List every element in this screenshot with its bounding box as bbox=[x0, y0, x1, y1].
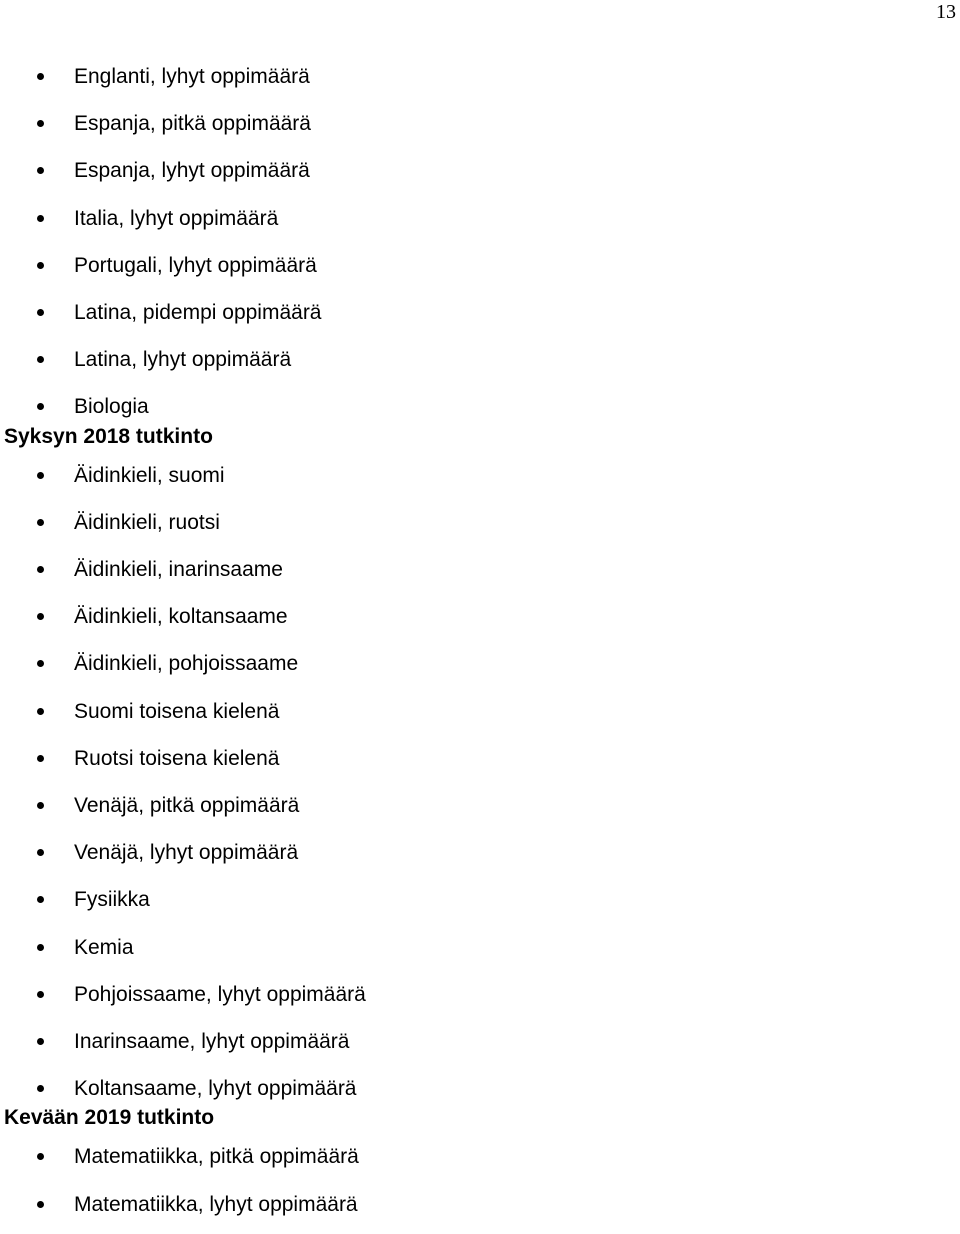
list-item-label: Äidinkieli, pohjoissaame bbox=[74, 652, 299, 676]
list-item-label: Äidinkieli, ruotsi bbox=[74, 510, 220, 534]
bullet-icon bbox=[37, 167, 44, 174]
bullet-icon bbox=[37, 566, 44, 573]
bullet-icon bbox=[37, 991, 44, 998]
bullet-icon bbox=[37, 1038, 44, 1045]
list-item-label: Portugali, lyhyt oppimäärä bbox=[74, 253, 317, 277]
list-item-label: Latina, pidempi oppimäärä bbox=[74, 301, 322, 324]
bullet-icon bbox=[37, 896, 44, 903]
page-number: 13 bbox=[936, 1, 956, 23]
bullet-icon bbox=[37, 120, 44, 127]
list-item-label: Äidinkieli, suomi bbox=[74, 463, 225, 487]
bullet-icon bbox=[37, 1085, 44, 1092]
list-item-label: Matematiikka, pitkä oppimäärä bbox=[74, 1145, 359, 1169]
section-heading: Syksyn 2018 tutkinto bbox=[4, 424, 213, 448]
bullet-icon bbox=[37, 356, 44, 363]
bullet-icon bbox=[37, 1153, 44, 1160]
list-item-label: Venäjä, pitkä oppimäärä bbox=[74, 794, 300, 817]
list-item-label: Italia, lyhyt oppimäärä bbox=[74, 206, 279, 230]
bullet-icon bbox=[37, 1201, 44, 1208]
section-heading: Kevään 2019 tutkinto bbox=[4, 1106, 215, 1130]
bullet-icon bbox=[37, 519, 44, 526]
list-item-label: Espanja, lyhyt oppimäärä bbox=[74, 159, 310, 183]
list-item-label: Suomi toisena kielenä bbox=[74, 699, 280, 723]
bullet-icon bbox=[37, 802, 44, 809]
bullet-icon bbox=[37, 215, 44, 222]
list-item-label: Kemia bbox=[74, 935, 134, 959]
list-item-label: Latina, lyhyt oppimäärä bbox=[74, 348, 292, 372]
list-item-label: Matematiikka, lyhyt oppimäärä bbox=[74, 1192, 358, 1216]
bullet-icon bbox=[37, 755, 44, 762]
list-item-label: Espanja, pitkä oppimäärä bbox=[74, 112, 311, 136]
bullet-icon bbox=[37, 403, 44, 410]
bullet-icon bbox=[37, 73, 44, 80]
list-item-label: Biologia bbox=[74, 395, 149, 419]
bullet-icon bbox=[37, 262, 44, 269]
bullet-icon bbox=[37, 613, 44, 620]
bullet-icon bbox=[37, 849, 44, 856]
list-item-label: Ruotsi toisena kielenä bbox=[74, 746, 280, 770]
bullet-icon bbox=[37, 660, 44, 667]
list-item-label: Äidinkieli, koltansaame bbox=[74, 605, 288, 629]
list-item-label: Fysiikka bbox=[74, 888, 150, 912]
bullet-icon bbox=[37, 309, 44, 316]
list-item-label: Inarinsaame, lyhyt oppimäärä bbox=[74, 1030, 350, 1053]
list-item-label: Pohjoissaame, lyhyt oppimäärä bbox=[74, 982, 366, 1006]
list-item-label: Äidinkieli, inarinsaame bbox=[74, 558, 283, 581]
list-item-label: Koltansaame, lyhyt oppimäärä bbox=[74, 1077, 357, 1101]
list-item-label: Englanti, lyhyt oppimäärä bbox=[74, 65, 310, 88]
bullet-icon bbox=[37, 944, 44, 951]
list-item-label: Venäjä, lyhyt oppimäärä bbox=[74, 841, 299, 865]
bullet-icon bbox=[37, 472, 44, 479]
bullet-icon bbox=[37, 708, 44, 715]
